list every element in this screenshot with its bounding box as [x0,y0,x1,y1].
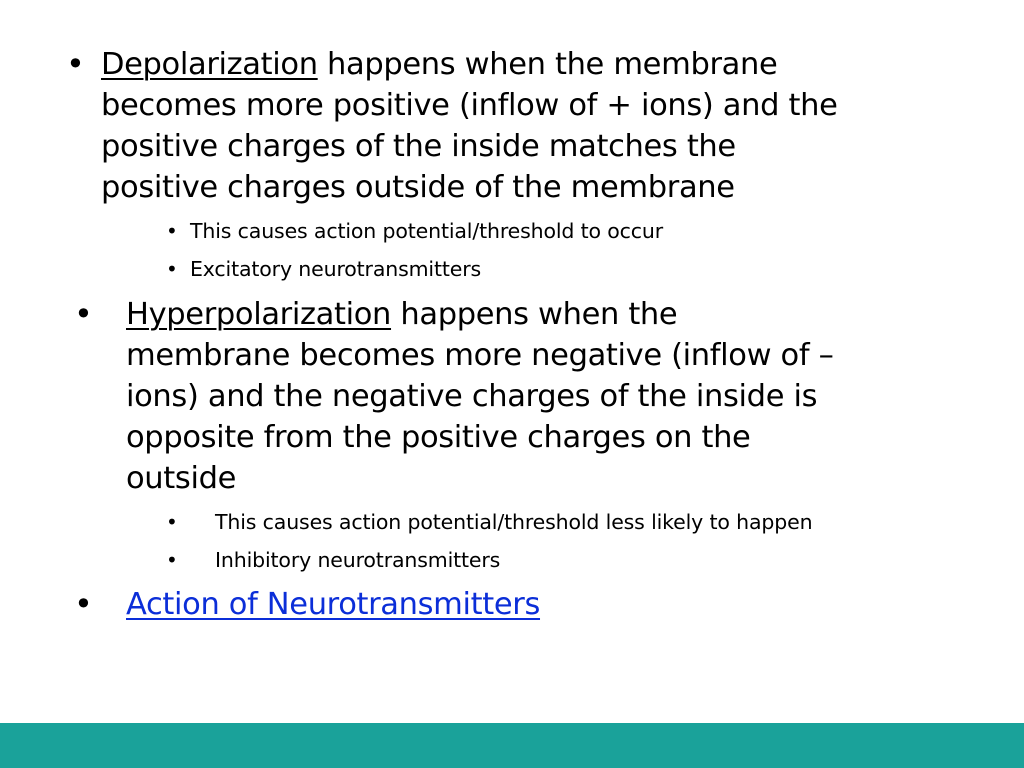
depolarization-sub-item-2: Excitatory neurotransmitters [190,257,482,281]
hyperpolarization-line-5: outside [126,461,236,496]
depolarization-sub-item-1: This causes action potential/threshold to occur [190,219,664,243]
sub-bullet-marker: • [166,219,178,243]
depolarization-line-4: positive charges outside of the membrane [101,170,735,205]
hyperpolarization-line-1 [126,294,677,335]
hyperpolarization-sub-item-1: This causes action potential/threshold less likely to happen [215,510,813,534]
hyperpolarization-line-1-text: happens when the [391,297,678,332]
depolarization-line-3: positive charges of the inside matches the [101,129,736,164]
depolarization-line-2: becomes more positive (inflow of + ions) and the [101,88,838,123]
depolarization-line-1 [101,44,777,85]
bullet-marker: • [74,585,93,623]
hyperpolarization-line-4: opposite from the positive charges on the [126,420,751,455]
hyperpolarization-line-2: membrane becomes more negative (inflow of – [126,338,834,373]
depolarization-term: Depolarization [101,47,318,82]
footer-band [0,723,1024,768]
action-of-neurotransmitters-link[interactable]: Action of Neurotransmitters [126,587,541,622]
hyperpolarization-sub-item-2: Inhibitory neurotransmitters [215,548,501,572]
bullet-marker: • [74,295,93,333]
bullet-marker: • [66,45,85,83]
hyperpolarization-line-3: ions) and the negative charges of the inside is [126,379,818,414]
depolarization-line-1-text: happens when the membrane [317,47,778,82]
sub-bullet-marker: • [166,257,178,281]
sub-bullet-marker: • [166,510,178,534]
hyperpolarization-term: Hyperpolarization [126,297,392,332]
sub-bullet-marker: • [166,548,178,572]
